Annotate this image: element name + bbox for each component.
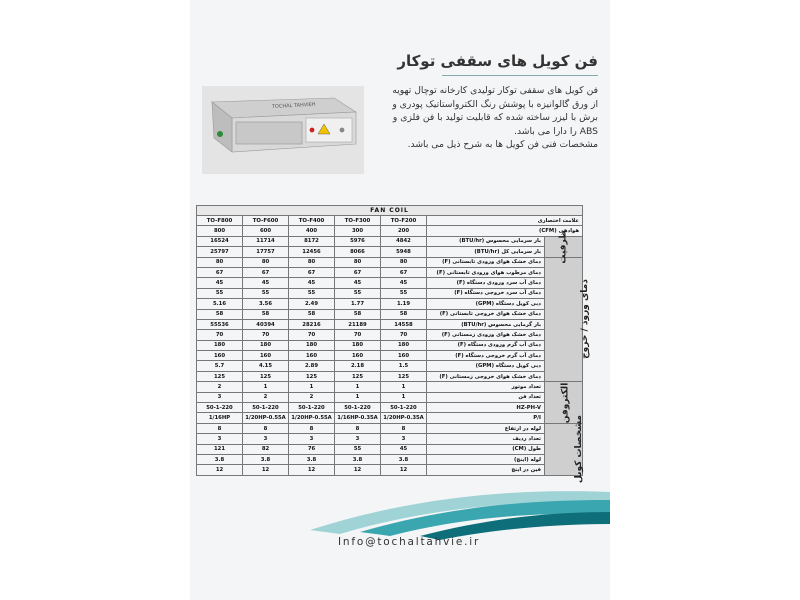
value-cell: 50-1-220 <box>289 403 335 413</box>
model-header-cell: TO-F600 <box>243 216 289 226</box>
value-cell: 5948 <box>381 247 427 257</box>
value-cell: 45 <box>381 444 427 454</box>
value-cell: 1/16HP <box>197 413 243 423</box>
value-cell: 58 <box>335 309 381 319</box>
value-cell: 160 <box>243 351 289 361</box>
table-row <box>197 392 583 402</box>
value-cell: 3 <box>335 434 381 444</box>
value-cell: 180 <box>289 340 335 350</box>
model-header-cell: TO-F200 <box>381 216 427 226</box>
table-row <box>197 434 583 444</box>
value-cell: 4.15 <box>243 361 289 371</box>
value-cell: 2.18 <box>335 361 381 371</box>
value-cell: 1.19 <box>381 299 427 309</box>
value-cell: 2.49 <box>289 299 335 309</box>
model-header-cell: TO-F300 <box>335 216 381 226</box>
description-line: فن کویل های سقفی توکار تولیدی کارخانه توچال تهویه <box>392 85 598 96</box>
value-cell: 50-1-220 <box>197 403 243 413</box>
row-label: دمای خشک هوای خروجی تابستانی (F) <box>427 309 545 319</box>
value-cell: 3.8 <box>381 454 427 464</box>
table-row <box>197 465 583 475</box>
table-row <box>197 267 583 277</box>
value-cell: 45 <box>335 278 381 288</box>
value-cell: 3.8 <box>197 454 243 464</box>
row-label: دمای خشک هوای ورودی زمستانی (F) <box>427 330 545 340</box>
value-cell: 5.7 <box>197 361 243 371</box>
value-cell: 55 <box>289 288 335 298</box>
value-cell: 8 <box>381 423 427 433</box>
value-cell: 3 <box>381 434 427 444</box>
row-label: دمای مرطوب هوای ورودی تابستانی (F) <box>427 267 545 277</box>
table-row <box>197 330 583 340</box>
brochure-page <box>190 0 610 600</box>
value-cell: 2.89 <box>289 361 335 371</box>
spec-table-container <box>196 205 590 484</box>
value-cell: 55 <box>335 444 381 454</box>
value-cell: 50-1-220 <box>335 403 381 413</box>
table-row <box>197 382 583 392</box>
group-label-text: ظرفیت <box>558 230 569 264</box>
row-label: تعداد ردیف <box>427 434 545 444</box>
value-cell: 80 <box>381 257 427 267</box>
value-cell: 55536 <box>197 319 243 329</box>
group-label-text: دمای ورود / خروج <box>579 279 590 360</box>
value-cell: 1 <box>381 392 427 402</box>
table-row <box>197 423 583 433</box>
row-label: بار سرمایی کل (BTU/hr) <box>427 247 545 257</box>
row-label: HZ-PH-V <box>427 403 545 413</box>
value-cell: 58 <box>289 309 335 319</box>
table-row <box>197 236 583 246</box>
value-cell: 1 <box>335 392 381 402</box>
row-label: دمای خشک هوای خروجی زمستانی (F) <box>427 371 545 381</box>
table-row <box>197 413 583 423</box>
value-cell: 17757 <box>243 247 289 257</box>
row-label: لوله در ارتفاع <box>427 423 545 433</box>
row-label: هوادهی (CFM) <box>427 226 583 236</box>
value-cell: 1/20HP-0.55A <box>243 413 289 423</box>
value-cell: 1.5 <box>381 361 427 371</box>
value-cell: 58 <box>243 309 289 319</box>
value-cell: 67 <box>243 267 289 277</box>
value-cell: 2 <box>243 392 289 402</box>
value-cell: 67 <box>335 267 381 277</box>
value-cell: 125 <box>289 371 335 381</box>
value-cell: 180 <box>335 340 381 350</box>
description-line: مشخصات فنی فن کویل ها به شرح ذیل می باشد. <box>407 139 598 151</box>
table-row <box>197 371 583 381</box>
value-cell: 82 <box>243 444 289 454</box>
value-cell: 67 <box>289 267 335 277</box>
row-label: بار گرمایی محسوس (BTU/hr) <box>427 319 545 329</box>
value-cell: 12456 <box>289 247 335 257</box>
value-cell: 5976 <box>335 236 381 246</box>
table-row <box>197 257 583 267</box>
table-row <box>197 454 583 464</box>
page-title: فن کویل های سقفی توکار <box>397 52 598 70</box>
value-cell: 125 <box>243 371 289 381</box>
footer-email[interactable]: Info@tochaltahvie.ir <box>338 536 481 548</box>
value-cell: 70 <box>243 330 289 340</box>
value-cell: 3.8 <box>243 454 289 464</box>
value-cell: 800 <box>197 226 243 236</box>
value-cell: 80 <box>289 257 335 267</box>
value-cell: 1 <box>289 382 335 392</box>
table-row <box>197 351 583 361</box>
row-label: طول (CM) <box>427 444 545 454</box>
table-row <box>197 226 583 236</box>
group-label <box>545 257 590 382</box>
value-cell: 11714 <box>243 236 289 246</box>
value-cell: 58 <box>197 309 243 319</box>
value-cell: 3 <box>243 434 289 444</box>
value-cell: 400 <box>289 226 335 236</box>
row-label: دمای خشک هوای ورودی تابستانی (F) <box>427 257 545 267</box>
value-cell: 80 <box>197 257 243 267</box>
model-header-cell: TO-F400 <box>289 216 335 226</box>
value-cell: 25797 <box>197 247 243 257</box>
row-label: دمای آب گرم خروجی دستگاه (F) <box>427 351 545 361</box>
value-cell: 8172 <box>289 236 335 246</box>
value-cell: 8 <box>289 423 335 433</box>
table-row <box>197 361 583 371</box>
product-label: TOCHAL TAHVIEH <box>271 101 316 110</box>
value-cell: 14558 <box>381 319 427 329</box>
value-cell: 1 <box>381 382 427 392</box>
product-photo <box>202 86 364 174</box>
table-row <box>197 288 583 298</box>
table-row <box>197 444 583 454</box>
value-cell: 67 <box>381 267 427 277</box>
value-cell: 125 <box>197 371 243 381</box>
value-cell: 1 <box>243 382 289 392</box>
value-cell: 58 <box>381 309 427 319</box>
value-cell: 55 <box>335 288 381 298</box>
value-cell: 16524 <box>197 236 243 246</box>
value-cell: 1/16HP-0.35A <box>335 413 381 423</box>
value-cell: 8 <box>335 423 381 433</box>
value-cell: 70 <box>197 330 243 340</box>
value-cell: 160 <box>335 351 381 361</box>
value-cell: 55 <box>197 288 243 298</box>
value-cell: 1/20HP-0.35A <box>381 413 427 423</box>
spec-table <box>196 205 590 484</box>
value-cell: 12 <box>243 465 289 475</box>
value-cell: 160 <box>289 351 335 361</box>
value-cell: 5.16 <box>197 299 243 309</box>
table-row <box>197 340 583 350</box>
value-cell: 121 <box>197 444 243 454</box>
table-row <box>197 319 583 329</box>
value-cell: 2 <box>197 382 243 392</box>
value-cell: 12 <box>289 465 335 475</box>
fan-coil-illustration <box>202 86 364 174</box>
value-cell: 3 <box>197 392 243 402</box>
row-label: فین در اینچ <box>427 465 545 475</box>
row-label: P/I <box>427 413 545 423</box>
value-cell: 55 <box>243 288 289 298</box>
table-row <box>197 247 583 257</box>
group-label <box>545 415 584 484</box>
value-cell: 2 <box>289 392 335 402</box>
table-title: FAN COIL <box>197 206 583 216</box>
value-cell: 3.8 <box>335 454 381 464</box>
description-line: ABS را دارا می باشد. <box>514 125 598 137</box>
value-cell: 80 <box>335 257 381 267</box>
row-label: لوله (اینچ) <box>427 454 545 464</box>
value-cell: 3 <box>197 434 243 444</box>
value-cell: 3 <box>289 434 335 444</box>
value-cell: 50-1-220 <box>243 403 289 413</box>
row-label: بار سرمایی محسوس (BTU/hr) <box>427 236 545 246</box>
model-header-row <box>197 216 583 226</box>
row-label: دبی کویل دستگاه (GPM) <box>427 299 545 309</box>
value-cell: 28216 <box>289 319 335 329</box>
value-cell: 12 <box>335 465 381 475</box>
row-label: تعداد فن <box>427 392 545 402</box>
value-cell: 70 <box>381 330 427 340</box>
decorative-wave <box>190 478 610 578</box>
value-cell: 600 <box>243 226 289 236</box>
value-cell: 76 <box>289 444 335 454</box>
value-cell: 1/20HP-0.55A <box>289 413 335 423</box>
value-cell: 45 <box>381 278 427 288</box>
row-label: دمای آب سرد ورودی دستگاه (F) <box>427 278 545 288</box>
value-cell: 40394 <box>243 319 289 329</box>
table-row <box>197 299 583 309</box>
value-cell: 4842 <box>381 236 427 246</box>
value-cell: 70 <box>289 330 335 340</box>
row-label: دمای آب سرد خروجی دستگاه (F) <box>427 288 545 298</box>
table-row <box>197 309 583 319</box>
value-cell: 8 <box>197 423 243 433</box>
row-label: دبی کویل دستگاه (GPM) <box>427 361 545 371</box>
table-row <box>197 278 583 288</box>
value-cell: 160 <box>197 351 243 361</box>
value-cell: 8066 <box>335 247 381 257</box>
model-header-cell: TO-F800 <box>197 216 243 226</box>
value-cell: 300 <box>335 226 381 236</box>
value-cell: 200 <box>381 226 427 236</box>
row-label: تعداد موتور <box>427 382 545 392</box>
value-cell: 3.8 <box>289 454 335 464</box>
value-cell: 21189 <box>335 319 381 329</box>
title-underline <box>442 75 598 76</box>
value-cell: 45 <box>243 278 289 288</box>
description-line: از ورق گالوانیزه با پوشش رنگ الکترواستاتیک پودری و <box>392 98 598 110</box>
group-label-text: مشخصات کویل <box>573 415 584 484</box>
group-label-text: الکتروفن <box>560 382 571 423</box>
value-cell: 8 <box>243 423 289 433</box>
value-cell: 70 <box>335 330 381 340</box>
value-cell: 55 <box>381 288 427 298</box>
value-cell: 12 <box>197 465 243 475</box>
value-cell: 1 <box>335 382 381 392</box>
row-label: دمای آب گرم ورودی دستگاه (F) <box>427 340 545 350</box>
table-row <box>197 403 583 413</box>
value-cell: 45 <box>197 278 243 288</box>
header-label-cell: علامت اختصاری <box>427 216 583 226</box>
description-line: برش با لیزر ساخته شده که قابلیت تولید با فن فلزی و <box>392 112 598 124</box>
value-cell: 160 <box>381 351 427 361</box>
value-cell: 180 <box>197 340 243 350</box>
value-cell: 80 <box>243 257 289 267</box>
value-cell: 125 <box>335 371 381 381</box>
value-cell: 1.77 <box>335 299 381 309</box>
description <box>392 84 598 152</box>
value-cell: 125 <box>381 371 427 381</box>
value-cell: 50-1-220 <box>381 403 427 413</box>
value-cell: 45 <box>289 278 335 288</box>
value-cell: 180 <box>381 340 427 350</box>
value-cell: 67 <box>197 267 243 277</box>
value-cell: 12 <box>381 465 427 475</box>
value-cell: 180 <box>243 340 289 350</box>
value-cell: 3.56 <box>243 299 289 309</box>
